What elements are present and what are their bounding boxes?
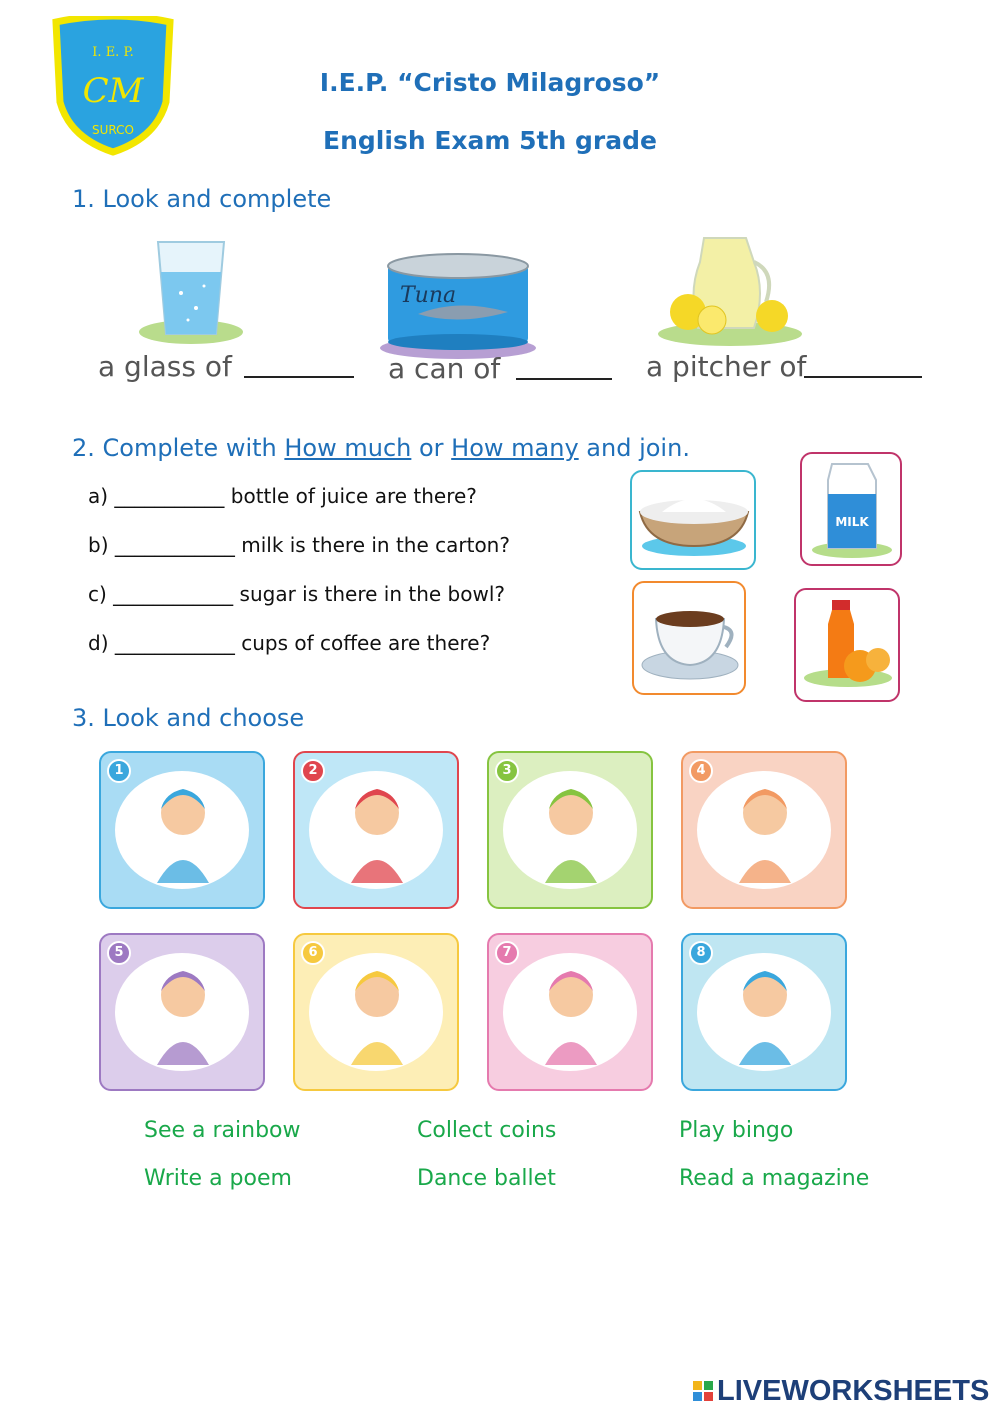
section2-title-suffix: and join. bbox=[578, 434, 690, 462]
liveworksheets-brand[interactable] bbox=[692, 1376, 989, 1406]
card-number: 2 bbox=[301, 759, 325, 783]
activity-card[interactable] bbox=[99, 933, 265, 1091]
how-much-option: How much bbox=[284, 434, 412, 462]
section2-title bbox=[72, 434, 690, 462]
logo-text-bottom: SURCO bbox=[92, 123, 134, 137]
choice-write-a-poem[interactable]: Write a poem bbox=[144, 1166, 292, 1191]
activity-card[interactable] bbox=[99, 751, 265, 909]
choice-collect-coins[interactable]: Collect coins bbox=[417, 1118, 557, 1143]
question-letter: b) bbox=[88, 533, 109, 557]
question-text: cups of coffee are there? bbox=[241, 631, 491, 655]
choice-see-a-rainbow[interactable]: See a rainbow bbox=[144, 1118, 301, 1143]
activity-card[interactable] bbox=[681, 933, 847, 1091]
tuna-can-icon bbox=[378, 252, 538, 360]
section2-title-prefix: 2. Complete with bbox=[72, 434, 285, 462]
glass-answer-line[interactable] bbox=[244, 376, 354, 378]
activity-card[interactable] bbox=[293, 751, 459, 909]
card-number: 1 bbox=[107, 759, 131, 783]
milk-carton-text: MILK bbox=[835, 515, 869, 529]
question-c bbox=[88, 582, 505, 606]
school-name: I.E.P. “Cristo Milagroso” bbox=[319, 68, 661, 97]
card-number: 7 bbox=[495, 941, 519, 965]
question-letter: c) bbox=[88, 582, 107, 606]
logo-monogram: CM bbox=[82, 71, 144, 111]
can-label: a can of bbox=[388, 352, 501, 385]
orange-juice-bottle-icon bbox=[796, 590, 898, 700]
sugar-bowl-icon bbox=[632, 472, 754, 568]
coffee-cup-picture[interactable] bbox=[632, 581, 746, 695]
question-letter: a) bbox=[88, 484, 109, 508]
question-a bbox=[88, 484, 477, 508]
question-text: milk is there in the carton? bbox=[241, 533, 510, 557]
lemonade-pitcher-icon bbox=[654, 232, 810, 348]
activity-card[interactable] bbox=[487, 933, 653, 1091]
glass-label: a glass of bbox=[98, 350, 232, 383]
activity-card[interactable] bbox=[293, 933, 459, 1091]
card-number: 4 bbox=[689, 759, 713, 783]
section2-or: or bbox=[411, 434, 452, 462]
choice-read-a-magazine[interactable]: Read a magazine bbox=[679, 1166, 870, 1191]
question-text: bottle of juice are there? bbox=[230, 484, 477, 508]
activity-card[interactable] bbox=[681, 751, 847, 909]
card-number: 3 bbox=[495, 759, 519, 783]
question-blank[interactable]: ____________ bbox=[114, 533, 235, 557]
exam-title: English Exam 5th grade bbox=[323, 126, 657, 155]
orange-juice-picture[interactable] bbox=[794, 588, 900, 702]
choice-dance-ballet[interactable]: Dance ballet bbox=[417, 1166, 556, 1191]
coffee-cup-icon bbox=[634, 583, 744, 693]
milk-carton-picture[interactable] bbox=[800, 452, 902, 566]
card-number: 5 bbox=[107, 941, 131, 965]
tuna-can-text: Tuna bbox=[400, 283, 457, 308]
brand-text: LIVEWORKSHEETS bbox=[717, 1374, 990, 1407]
question-blank[interactable]: ____________ bbox=[114, 631, 235, 655]
pitcher-label: a pitcher of bbox=[646, 350, 807, 383]
pitcher-answer-line[interactable] bbox=[804, 376, 922, 378]
question-d bbox=[88, 631, 490, 655]
section3-title: 3. Look and choose bbox=[72, 704, 305, 732]
question-text: sugar is there in the bowl? bbox=[239, 582, 505, 606]
question-blank[interactable]: ___________ bbox=[114, 484, 225, 508]
activity-card[interactable] bbox=[487, 751, 653, 909]
sugar-bowl-picture[interactable] bbox=[630, 470, 756, 570]
section1-title: 1. Look and complete bbox=[72, 185, 332, 213]
card-number: 8 bbox=[689, 941, 713, 965]
liveworksheets-logo-icon bbox=[692, 1379, 714, 1403]
question-blank[interactable]: ____________ bbox=[113, 582, 234, 606]
question-b bbox=[88, 533, 510, 557]
choice-play-bingo[interactable]: Play bingo bbox=[679, 1118, 794, 1143]
how-many-option: How many bbox=[451, 434, 579, 462]
can-answer-line[interactable] bbox=[516, 378, 612, 380]
logo-text-top: I. E. P. bbox=[92, 45, 134, 60]
glass-of-water-icon bbox=[136, 238, 246, 346]
milk-carton-icon bbox=[802, 454, 900, 564]
card-number: 6 bbox=[301, 941, 325, 965]
question-letter: d) bbox=[88, 631, 109, 655]
